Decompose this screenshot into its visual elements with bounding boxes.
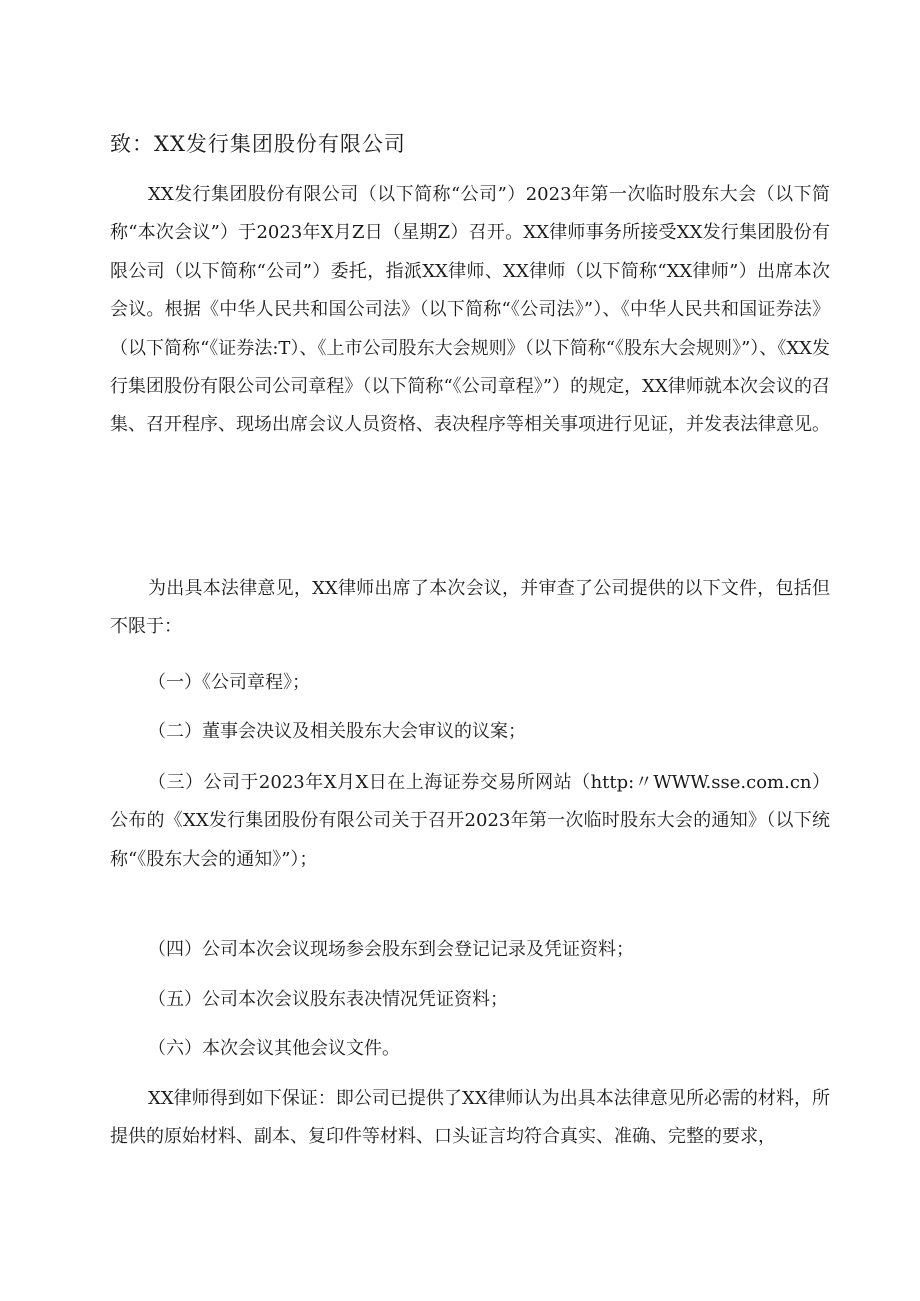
list-item: （二）董事会决议及相关股东大会审议的议案； xyxy=(148,721,526,742)
list-item: （五）公司本次会议股东表决情况凭证资料； xyxy=(148,989,508,1010)
list-item: （六）本次会议其他会议文件。 xyxy=(148,1038,400,1059)
salutation: 致：XX发行集团股份有限公司 xyxy=(110,132,406,156)
documents-intro-paragraph: 为出具本法律意见，XX律师出席了本次会议，并审查了公司提供的以下文件，包括但不限于： xyxy=(110,578,830,638)
list-item: （四）公司本次会议现场参会股东到会登记记录及凭证资料； xyxy=(148,939,634,960)
list-item: （一）《公司章程》； xyxy=(148,672,310,693)
guarantee-paragraph: XX律师得到如下保证：即公司已提供了XX律师认为出具本法律意见所必需的材料，所提供的原始材料、副本、复印件等材料、口头证言均符合真实、准确、完整的要求， xyxy=(110,1088,830,1148)
intro-paragraph: XX发行集团股份有限公司（以下简称“公司”）2023年第一次临时股东大会（以下简称“本次会议”）于2023年X月Z日（星期Z）召开。XX律师事务所接受XX发行集团股份有限公司（以下简称“公司”）委托，指派XX律师、XX律师（以下简称“XX律师”）出席本次会议。根据《中华人民共和国公司法》（以下简称“《公司法》”）、《中华人民共和国证券法》（以下简称“《证券法:T）、《上市公司股东大会规则》（以下简称“《股东大会规则》”）、《XX发行集团股份有限公司公司章程》（以下简称“《公司章程》”）的规定，XX律师就本次会议的召集、召开程序、现场出席会议人员资格、表决程序等相关事项进行见证，并发表法律意见。 xyxy=(110,184,830,436)
list-item: （三）公司于2023年X月X日在上海证券交易所网站（http:〃WWW.sse.com.cn）公布的《XX发行集团股份有限公司关于召开2023年第一次临时股东大会的通知》（以下统称“《股东大会的通知》”）； xyxy=(110,772,830,870)
